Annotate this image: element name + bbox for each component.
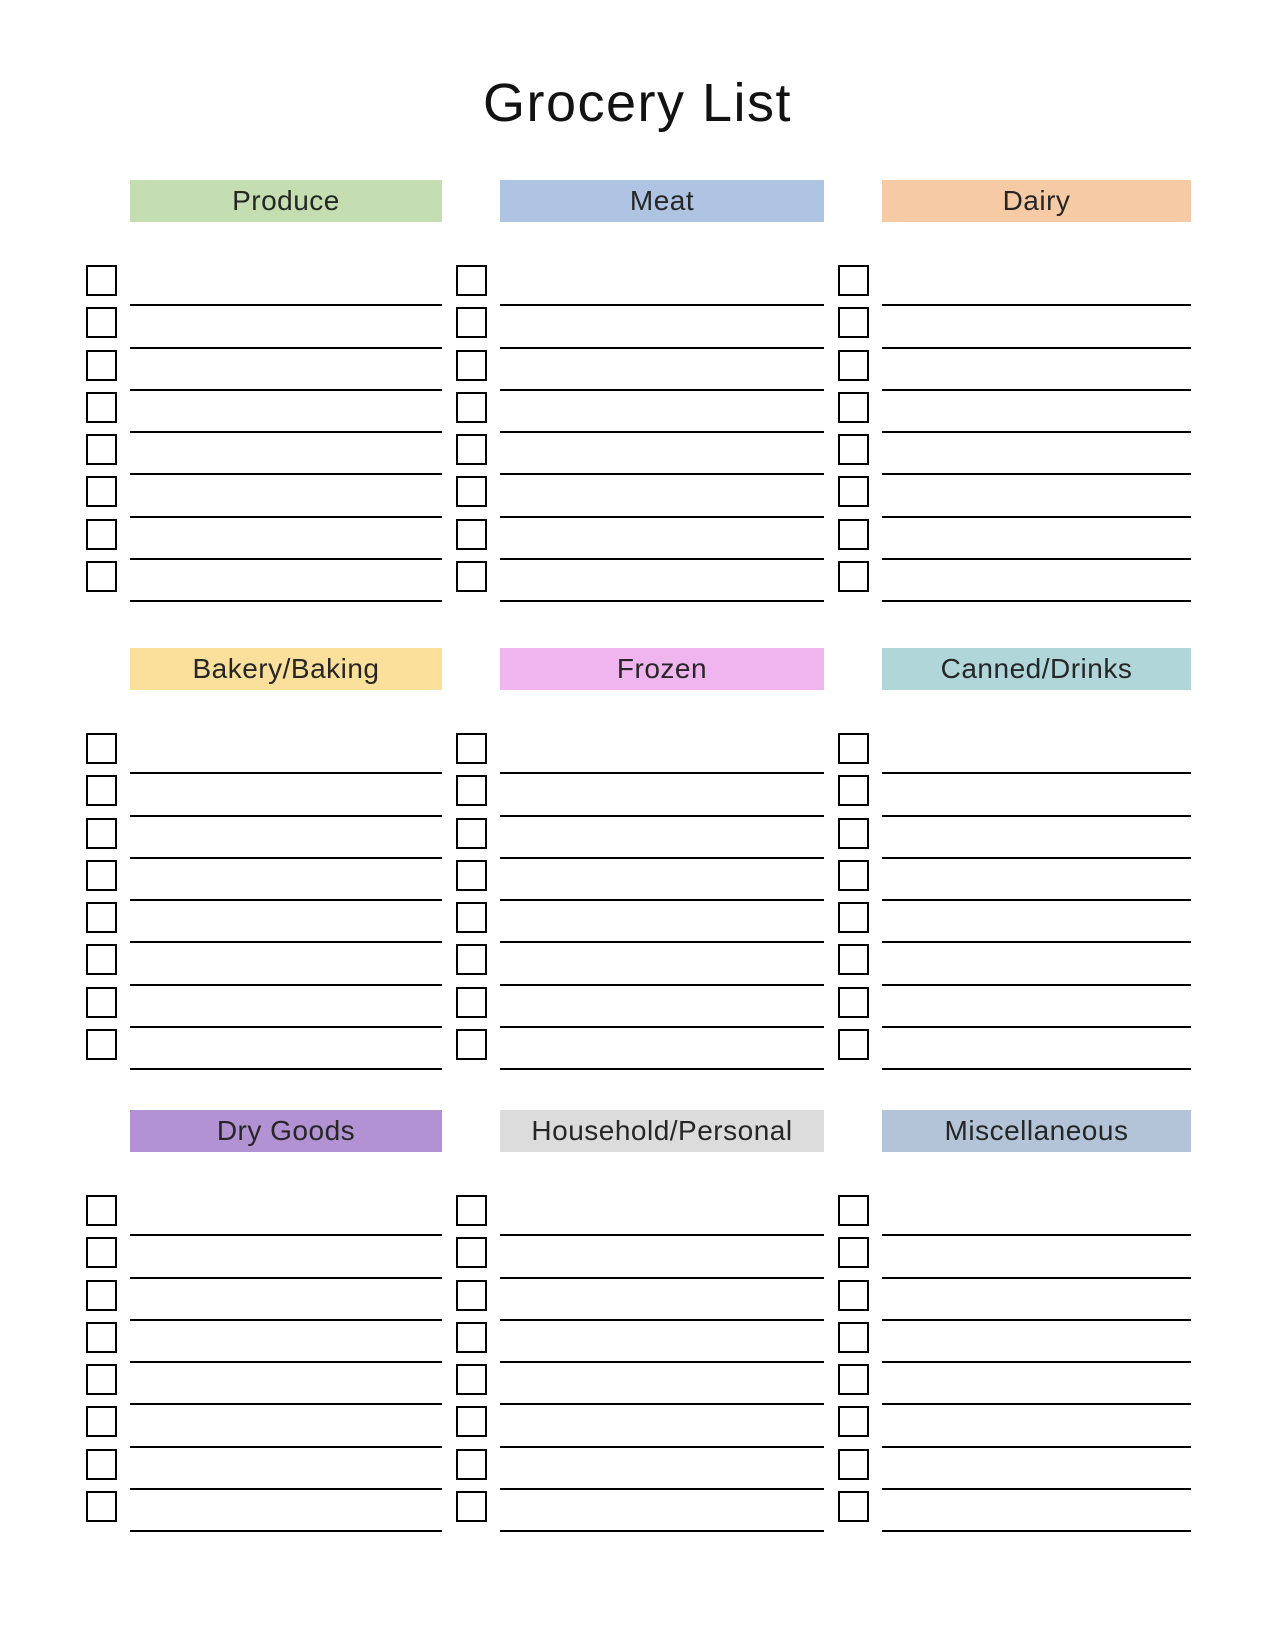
list-item-row bbox=[86, 1490, 442, 1532]
item-write-line[interactable] bbox=[882, 1530, 1191, 1532]
list-item-row bbox=[86, 732, 442, 774]
item-checkbox[interactable] bbox=[838, 1322, 869, 1353]
list-item-row bbox=[456, 774, 824, 816]
page-title: Grocery List bbox=[482, 73, 793, 133]
item-checkbox[interactable] bbox=[86, 1195, 117, 1226]
item-checkbox[interactable] bbox=[456, 818, 487, 849]
item-checkbox[interactable] bbox=[86, 733, 117, 764]
item-checkbox[interactable] bbox=[456, 860, 487, 891]
list-item-row bbox=[86, 1321, 442, 1363]
section-meat bbox=[456, 180, 824, 602]
item-checkbox[interactable] bbox=[86, 561, 117, 592]
item-checkbox[interactable] bbox=[86, 944, 117, 975]
section-items bbox=[838, 1194, 1191, 1532]
list-item-row bbox=[86, 943, 442, 985]
list-item-row bbox=[86, 986, 442, 1028]
item-checkbox[interactable] bbox=[838, 1280, 869, 1311]
item-checkbox[interactable] bbox=[86, 265, 117, 296]
list-item-row bbox=[86, 901, 442, 943]
item-checkbox[interactable] bbox=[86, 1491, 117, 1522]
section-items bbox=[86, 1194, 442, 1532]
section-canned-drinks bbox=[838, 648, 1191, 1070]
item-write-line[interactable] bbox=[130, 1068, 442, 1070]
list-item-row bbox=[838, 943, 1191, 985]
item-checkbox[interactable] bbox=[456, 775, 487, 806]
item-checkbox[interactable] bbox=[838, 1406, 869, 1437]
item-checkbox[interactable] bbox=[456, 350, 487, 381]
section-header: Canned/Drinks bbox=[882, 648, 1191, 690]
section-dry-goods bbox=[86, 1110, 442, 1532]
list-item-row bbox=[86, 349, 442, 391]
item-checkbox[interactable] bbox=[838, 1195, 869, 1226]
item-checkbox[interactable] bbox=[838, 902, 869, 933]
list-item-row bbox=[456, 1490, 824, 1532]
section-household-personal bbox=[456, 1110, 824, 1532]
list-item-row bbox=[838, 391, 1191, 433]
section-items bbox=[456, 732, 824, 1070]
item-checkbox[interactable] bbox=[838, 307, 869, 338]
list-item-row bbox=[456, 817, 824, 859]
list-item-row bbox=[456, 1028, 824, 1070]
item-checkbox[interactable] bbox=[86, 1322, 117, 1353]
list-item-row bbox=[838, 732, 1191, 774]
list-item-row bbox=[86, 433, 442, 475]
item-checkbox[interactable] bbox=[86, 818, 117, 849]
item-write-line[interactable] bbox=[882, 600, 1191, 602]
list-item-row bbox=[838, 1028, 1191, 1070]
item-checkbox[interactable] bbox=[838, 434, 869, 465]
section-header: Dry Goods bbox=[130, 1110, 442, 1152]
list-item-row bbox=[838, 901, 1191, 943]
list-item-row bbox=[456, 732, 824, 774]
list-item-row bbox=[86, 264, 442, 306]
list-item-row bbox=[838, 306, 1191, 348]
list-item-row bbox=[838, 1448, 1191, 1490]
list-item-row bbox=[456, 518, 824, 560]
list-item-row bbox=[86, 475, 442, 517]
section-header: Frozen bbox=[500, 648, 824, 690]
item-write-line[interactable] bbox=[500, 1530, 824, 1532]
list-item-row bbox=[456, 1405, 824, 1447]
list-item-row bbox=[456, 1321, 824, 1363]
item-checkbox[interactable] bbox=[86, 775, 117, 806]
section-bakery-baking bbox=[86, 648, 442, 1070]
list-item-row bbox=[456, 391, 824, 433]
list-item-row bbox=[86, 1448, 442, 1490]
item-checkbox[interactable] bbox=[86, 307, 117, 338]
list-item-row bbox=[86, 1236, 442, 1278]
item-write-line[interactable] bbox=[882, 1068, 1191, 1070]
section-header: Meat bbox=[500, 180, 824, 222]
item-checkbox[interactable] bbox=[86, 902, 117, 933]
item-checkbox[interactable] bbox=[456, 1280, 487, 1311]
list-item-row bbox=[456, 1236, 824, 1278]
list-item-row bbox=[456, 943, 824, 985]
section-items bbox=[838, 732, 1191, 1070]
item-checkbox[interactable] bbox=[456, 1029, 487, 1060]
section-items bbox=[456, 264, 824, 602]
item-checkbox[interactable] bbox=[456, 392, 487, 423]
list-item-row bbox=[456, 560, 824, 602]
item-checkbox[interactable] bbox=[86, 1237, 117, 1268]
item-checkbox[interactable] bbox=[838, 519, 869, 550]
section-items bbox=[456, 1194, 824, 1532]
list-item-row bbox=[838, 1194, 1191, 1236]
section-produce bbox=[86, 180, 442, 602]
item-checkbox[interactable] bbox=[86, 1029, 117, 1060]
item-checkbox[interactable] bbox=[838, 1364, 869, 1395]
item-checkbox[interactable] bbox=[456, 944, 487, 975]
item-checkbox[interactable] bbox=[86, 1364, 117, 1395]
list-item-row bbox=[456, 901, 824, 943]
item-checkbox[interactable] bbox=[456, 1491, 487, 1522]
list-item-row bbox=[838, 1363, 1191, 1405]
item-write-line[interactable] bbox=[130, 1530, 442, 1532]
section-items bbox=[86, 732, 442, 1070]
list-item-row bbox=[838, 560, 1191, 602]
item-checkbox[interactable] bbox=[456, 307, 487, 338]
list-item-row bbox=[456, 1279, 824, 1321]
list-item-row bbox=[456, 1363, 824, 1405]
item-checkbox[interactable] bbox=[86, 476, 117, 507]
list-item-row bbox=[456, 986, 824, 1028]
list-item-row bbox=[86, 1405, 442, 1447]
item-checkbox[interactable] bbox=[838, 476, 869, 507]
list-item-row bbox=[838, 518, 1191, 560]
list-item-row bbox=[838, 817, 1191, 859]
item-checkbox[interactable] bbox=[838, 733, 869, 764]
list-item-row bbox=[838, 433, 1191, 475]
list-item-row bbox=[456, 475, 824, 517]
list-item-row bbox=[838, 1321, 1191, 1363]
list-item-row bbox=[86, 859, 442, 901]
item-write-line[interactable] bbox=[500, 1068, 824, 1070]
item-write-line[interactable] bbox=[130, 600, 442, 602]
item-checkbox[interactable] bbox=[456, 902, 487, 933]
item-checkbox[interactable] bbox=[86, 987, 117, 1018]
item-checkbox[interactable] bbox=[838, 265, 869, 296]
section-header: Dairy bbox=[882, 180, 1191, 222]
list-item-row bbox=[838, 1405, 1191, 1447]
item-checkbox[interactable] bbox=[456, 519, 487, 550]
list-item-row bbox=[838, 1490, 1191, 1532]
section-header: Bakery/Baking bbox=[130, 648, 442, 690]
list-item-row bbox=[86, 1028, 442, 1070]
item-checkbox[interactable] bbox=[456, 1406, 487, 1437]
list-item-row bbox=[838, 986, 1191, 1028]
item-checkbox[interactable] bbox=[838, 350, 869, 381]
list-item-row bbox=[838, 859, 1191, 901]
section-band-3 bbox=[86, 1110, 1191, 1532]
item-checkbox[interactable] bbox=[456, 1195, 487, 1226]
item-checkbox[interactable] bbox=[838, 818, 869, 849]
item-checkbox[interactable] bbox=[838, 561, 869, 592]
list-item-row bbox=[456, 349, 824, 391]
section-band-2 bbox=[86, 648, 1191, 1070]
item-checkbox[interactable] bbox=[456, 1237, 487, 1268]
list-item-row bbox=[838, 774, 1191, 816]
item-write-line[interactable] bbox=[500, 600, 824, 602]
section-header: Produce bbox=[130, 180, 442, 222]
list-item-row bbox=[86, 1363, 442, 1405]
section-miscellaneous bbox=[838, 1110, 1191, 1532]
item-checkbox[interactable] bbox=[838, 1029, 869, 1060]
item-checkbox[interactable] bbox=[838, 1449, 869, 1480]
item-checkbox[interactable] bbox=[456, 1364, 487, 1395]
item-checkbox[interactable] bbox=[86, 1280, 117, 1311]
item-checkbox[interactable] bbox=[456, 1449, 487, 1480]
item-checkbox[interactable] bbox=[838, 1237, 869, 1268]
list-item-row bbox=[86, 560, 442, 602]
list-item-row bbox=[838, 264, 1191, 306]
item-checkbox[interactable] bbox=[86, 350, 117, 381]
item-checkbox[interactable] bbox=[456, 434, 487, 465]
item-checkbox[interactable] bbox=[456, 1322, 487, 1353]
list-item-row bbox=[86, 1194, 442, 1236]
list-item-row bbox=[456, 1194, 824, 1236]
item-checkbox[interactable] bbox=[838, 860, 869, 891]
section-header: Household/Personal bbox=[500, 1110, 824, 1152]
list-item-row bbox=[456, 859, 824, 901]
section-band-1 bbox=[86, 180, 1191, 602]
list-item-row bbox=[838, 1279, 1191, 1321]
item-checkbox[interactable] bbox=[838, 775, 869, 806]
list-item-row bbox=[86, 306, 442, 348]
item-checkbox[interactable] bbox=[86, 860, 117, 891]
section-header: Miscellaneous bbox=[882, 1110, 1191, 1152]
list-item-row bbox=[86, 774, 442, 816]
item-checkbox[interactable] bbox=[86, 434, 117, 465]
item-checkbox[interactable] bbox=[86, 519, 117, 550]
item-checkbox[interactable] bbox=[456, 265, 487, 296]
item-checkbox[interactable] bbox=[838, 987, 869, 1018]
item-checkbox[interactable] bbox=[86, 1449, 117, 1480]
list-item-row bbox=[456, 1448, 824, 1490]
list-item-row bbox=[86, 817, 442, 859]
list-item-row bbox=[838, 349, 1191, 391]
list-item-row bbox=[456, 306, 824, 348]
list-item-row bbox=[838, 475, 1191, 517]
item-checkbox[interactable] bbox=[838, 1491, 869, 1522]
list-item-row bbox=[838, 1236, 1191, 1278]
item-checkbox[interactable] bbox=[838, 944, 869, 975]
section-frozen bbox=[456, 648, 824, 1070]
item-checkbox[interactable] bbox=[456, 733, 487, 764]
item-checkbox[interactable] bbox=[86, 392, 117, 423]
item-checkbox[interactable] bbox=[456, 987, 487, 1018]
list-item-row bbox=[456, 264, 824, 306]
section-items bbox=[838, 264, 1191, 602]
list-item-row bbox=[456, 433, 824, 475]
item-checkbox[interactable] bbox=[456, 476, 487, 507]
list-item-row bbox=[86, 391, 442, 433]
item-checkbox[interactable] bbox=[86, 1406, 117, 1437]
item-checkbox[interactable] bbox=[838, 392, 869, 423]
section-items bbox=[86, 264, 442, 602]
list-item-row bbox=[86, 1279, 442, 1321]
item-checkbox[interactable] bbox=[456, 561, 487, 592]
section-dairy bbox=[838, 180, 1191, 602]
list-item-row bbox=[86, 518, 442, 560]
